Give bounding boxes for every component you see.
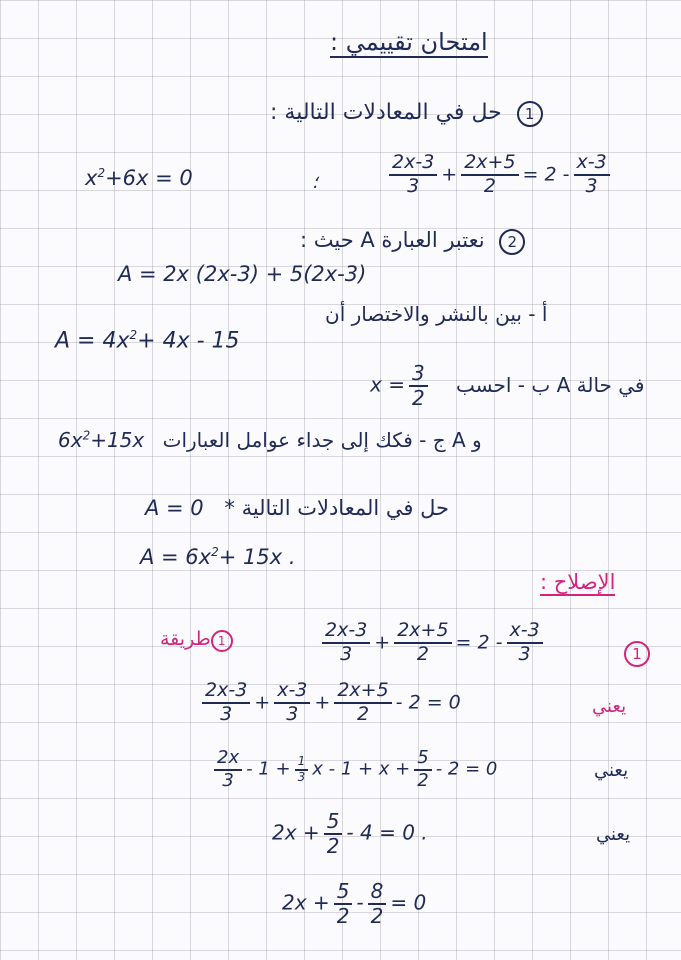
- step-1-label: يعني: [592, 696, 627, 717]
- correction-heading: الإصلاح :: [540, 570, 616, 594]
- fraction: $\frac{x-3}{3}$: [574, 152, 610, 198]
- fraction: $\frac{x-3}{3}$: [274, 680, 310, 726]
- fraction: $\frac{2x}{3}$: [214, 748, 242, 791]
- solution-equation: $\frac{2x-3}{3}$ + $\frac{2x+5}{2}$ = 2 - $\frac{x-3}{3}$: [318, 620, 547, 666]
- expression-A-expanded: $A = 4x^2+ 4x - 15$: [55, 328, 240, 354]
- part-c: $6x^2+15x$ ج - فكك إلى جداء عوامل العبارات A و: [58, 428, 482, 452]
- question-2-text: نعتبر العبارة A حيث :: [300, 228, 485, 252]
- fraction: $\frac{2x-3}{3}$: [389, 152, 437, 198]
- method-label: 1طريقة: [160, 628, 233, 652]
- question-1-text: حل في المعادلات التالية :: [270, 100, 502, 125]
- question-2: [300, 228, 525, 255]
- page-title: امتحان تقييمي :: [330, 28, 488, 56]
- fraction: $\frac{2x-3}{3}$: [202, 680, 250, 726]
- solution-step-4: 2x + $\frac{5}{2}$ - $\frac{8}{2}$ = 0: [282, 879, 427, 928]
- expression-A-definition: A = 2x (2x-3) + 5(2x-3): [118, 262, 367, 286]
- step-3-label: يعني: [596, 824, 631, 845]
- solution-step-2: $\frac{2x}{3}$ - 1 + $\frac{1}{3}$ x - 1 + x + $\frac{5}{2}$ - 2 = 0: [210, 748, 497, 791]
- question-1-number: 1: [517, 101, 543, 127]
- step-2-label: يعني: [594, 760, 629, 781]
- fraction: $\frac{3}{2}$: [409, 362, 428, 410]
- fraction: $\frac{5}{2}$: [324, 810, 343, 858]
- solution-number: 1: [624, 640, 650, 667]
- fraction: $\frac{2x+5}{2}$: [461, 152, 518, 198]
- fraction: $\frac{8}{2}$: [368, 880, 387, 928]
- fraction: $\frac{x-3}{3}$: [507, 620, 543, 666]
- solution-step-1: $\frac{2x-3}{3}$ + $\frac{x-3}{3}$ + $\frac{2x+5}{2}$ - 2 = 0: [198, 680, 461, 726]
- part-b: x = $\frac{3}{2}$ ب - احسب A في حالة: [370, 361, 645, 410]
- question-2-number: 2: [499, 229, 525, 255]
- fraction: $\frac{2x-3}{3}$: [322, 620, 370, 666]
- fraction: $\frac{2x+5}{2}$: [394, 620, 451, 666]
- solution-step-3: 2x + $\frac{5}{2}$ - 4 = 0 .: [272, 809, 428, 858]
- fraction: $\frac{5}{2}$: [334, 880, 353, 928]
- part-c2: A = 0 * حل في المعادلات التالية: [145, 496, 449, 520]
- part-c3: $A = 6x^2+ 15x$ .: [140, 545, 296, 569]
- fraction: $\frac{5}{2}$: [414, 748, 431, 791]
- equation-separator: ؛: [312, 172, 318, 193]
- fraction: $\frac{2x+5}{2}$: [334, 680, 391, 726]
- equation-quadratic: $x^2+6x = 0$: [85, 166, 193, 190]
- question-1: [270, 100, 543, 127]
- part-a-instruction: أ - بين بالنشر والاختصار أن: [325, 302, 548, 326]
- equation-fractions: $\frac{2x-3}{3}$ + $\frac{2x+5}{2}$ = 2 - $\frac{x-3}{3}$: [385, 152, 614, 198]
- fraction: $\frac{1}{3}$: [295, 755, 309, 785]
